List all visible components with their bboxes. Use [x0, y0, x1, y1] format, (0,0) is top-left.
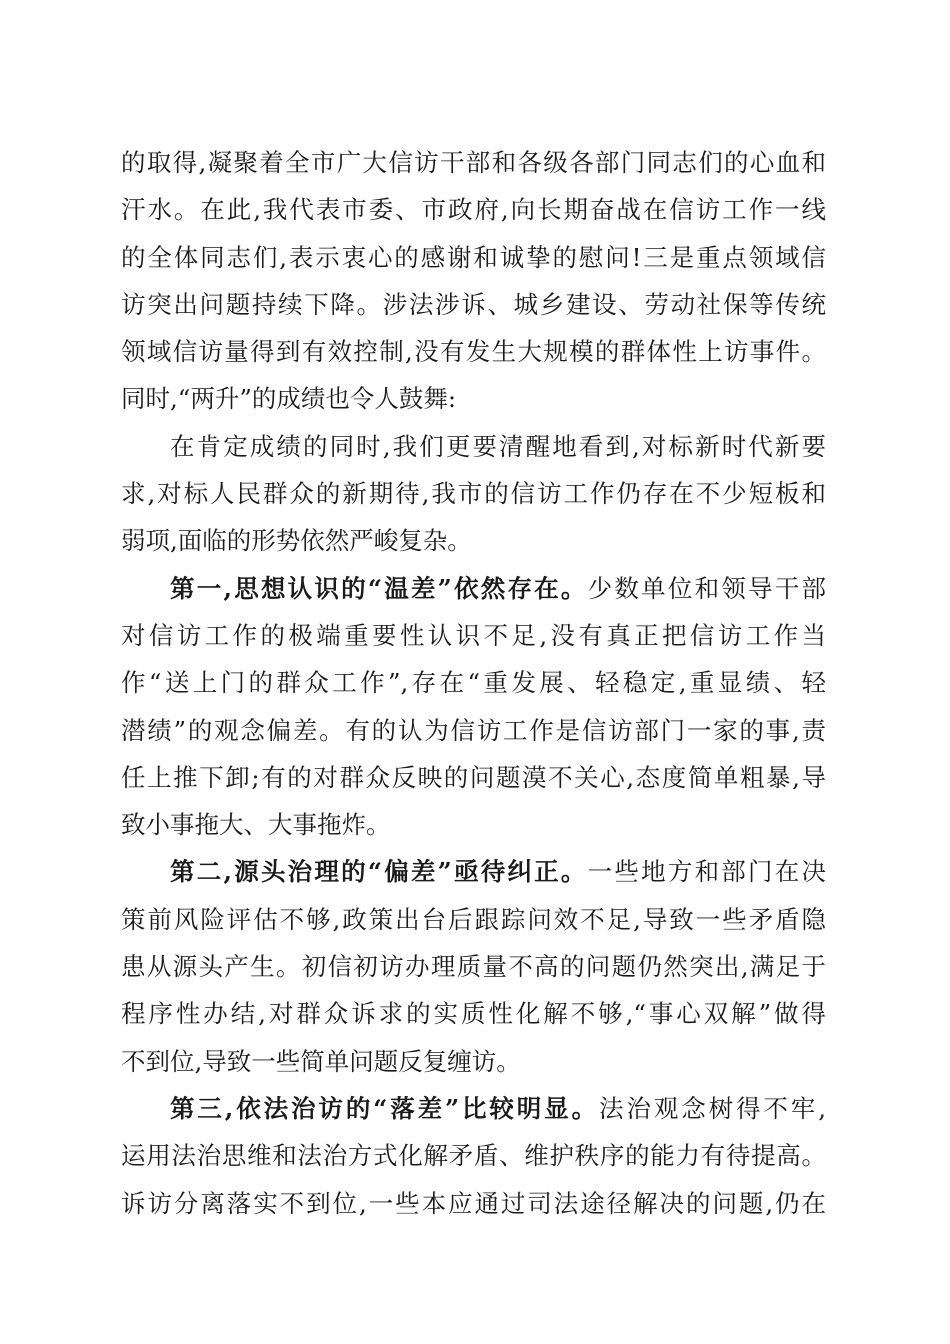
- section-heading-tail: 法治观念树得不牢,: [599, 1093, 826, 1123]
- section-heading: 第二,源头治理的“偏差”亟待纠正。: [170, 857, 588, 887]
- document-page: [121, 139, 826, 1227]
- text-line: 对信访工作的极端重要性认识不足,没有真正把信访工作当: [121, 620, 826, 650]
- text-line: 的取得,凝聚着全市广大信访干部和各级各部门同志们的心血和: [121, 148, 826, 177]
- text-line: 求,对标人民群众的新期待,我市的信访工作仍存在不少短板和: [121, 479, 826, 509]
- text-line: 汗水。在此,我代表市委、市政府,向长期奋战在信访工作一线: [121, 195, 826, 225]
- text-line: 不到位,导致一些简单问题反复缠访。: [121, 1046, 521, 1076]
- text-line: 在肯定成绩的同时,我们更要清醒地看到,对标新时代新要: [170, 431, 826, 461]
- section-heading: 第一,思想认识的“温差”依然存在。: [170, 573, 588, 603]
- section-heading-tail: 一些地方和部门在决: [587, 857, 827, 887]
- section-heading-line: [121, 848, 826, 895]
- section-heading-tail: 少数单位和领导干部: [587, 573, 827, 603]
- text-line: 弱项,面临的形势依然严峻复杂。: [121, 526, 472, 556]
- text-line: 任上推下卸;有的对群众反映的问题漠不关心,态度简单粗暴,导: [121, 762, 826, 792]
- text-line: 的全体同志们,表示衷心的感谢和诚挚的慰问!三是重点领域信: [121, 242, 826, 272]
- text-line: 诉访分离落实不到位,一些本应通过司法途径解决的问题,仍在: [121, 1188, 826, 1218]
- section-heading-line: [121, 1085, 826, 1132]
- text-line: 致小事拖大、大事拖炸。: [121, 810, 391, 840]
- text-line: 领域信访量得到有效控制,没有发生大规模的群体性上访事件。: [121, 337, 826, 367]
- text-line: 程序性办结,对群众诉求的实质性化解不够,“事心双解”做得: [121, 999, 826, 1029]
- text-line: 患从源头产生。初信初访办理质量不高的问题仍然突出,满足于: [121, 952, 826, 982]
- section-heading-line: [121, 565, 826, 612]
- text-line: 作“送上门的群众工作”,存在“重发展、轻稳定,重显绩、轻: [121, 668, 826, 698]
- text-line: 策前风险评估不够,政策出台后跟踪问效不足,导致一些矛盾隐: [121, 904, 826, 934]
- text-line: 潜绩”的观念偏差。有的认为信访工作是信访部门一家的事,责: [121, 715, 826, 745]
- text-line: 访突出问题持续下降。涉法涉诉、城乡建设、劳动社保等传统: [121, 289, 826, 319]
- text-line: 同时,“两升”的成绩也令人鼓舞:: [121, 384, 457, 414]
- text-line: 运用法治思维和法治方式化解矛盾、维护秩序的能力有待提高。: [121, 1141, 826, 1171]
- section-heading: 第三,依法治访的“落差”比较明显。: [170, 1093, 600, 1123]
